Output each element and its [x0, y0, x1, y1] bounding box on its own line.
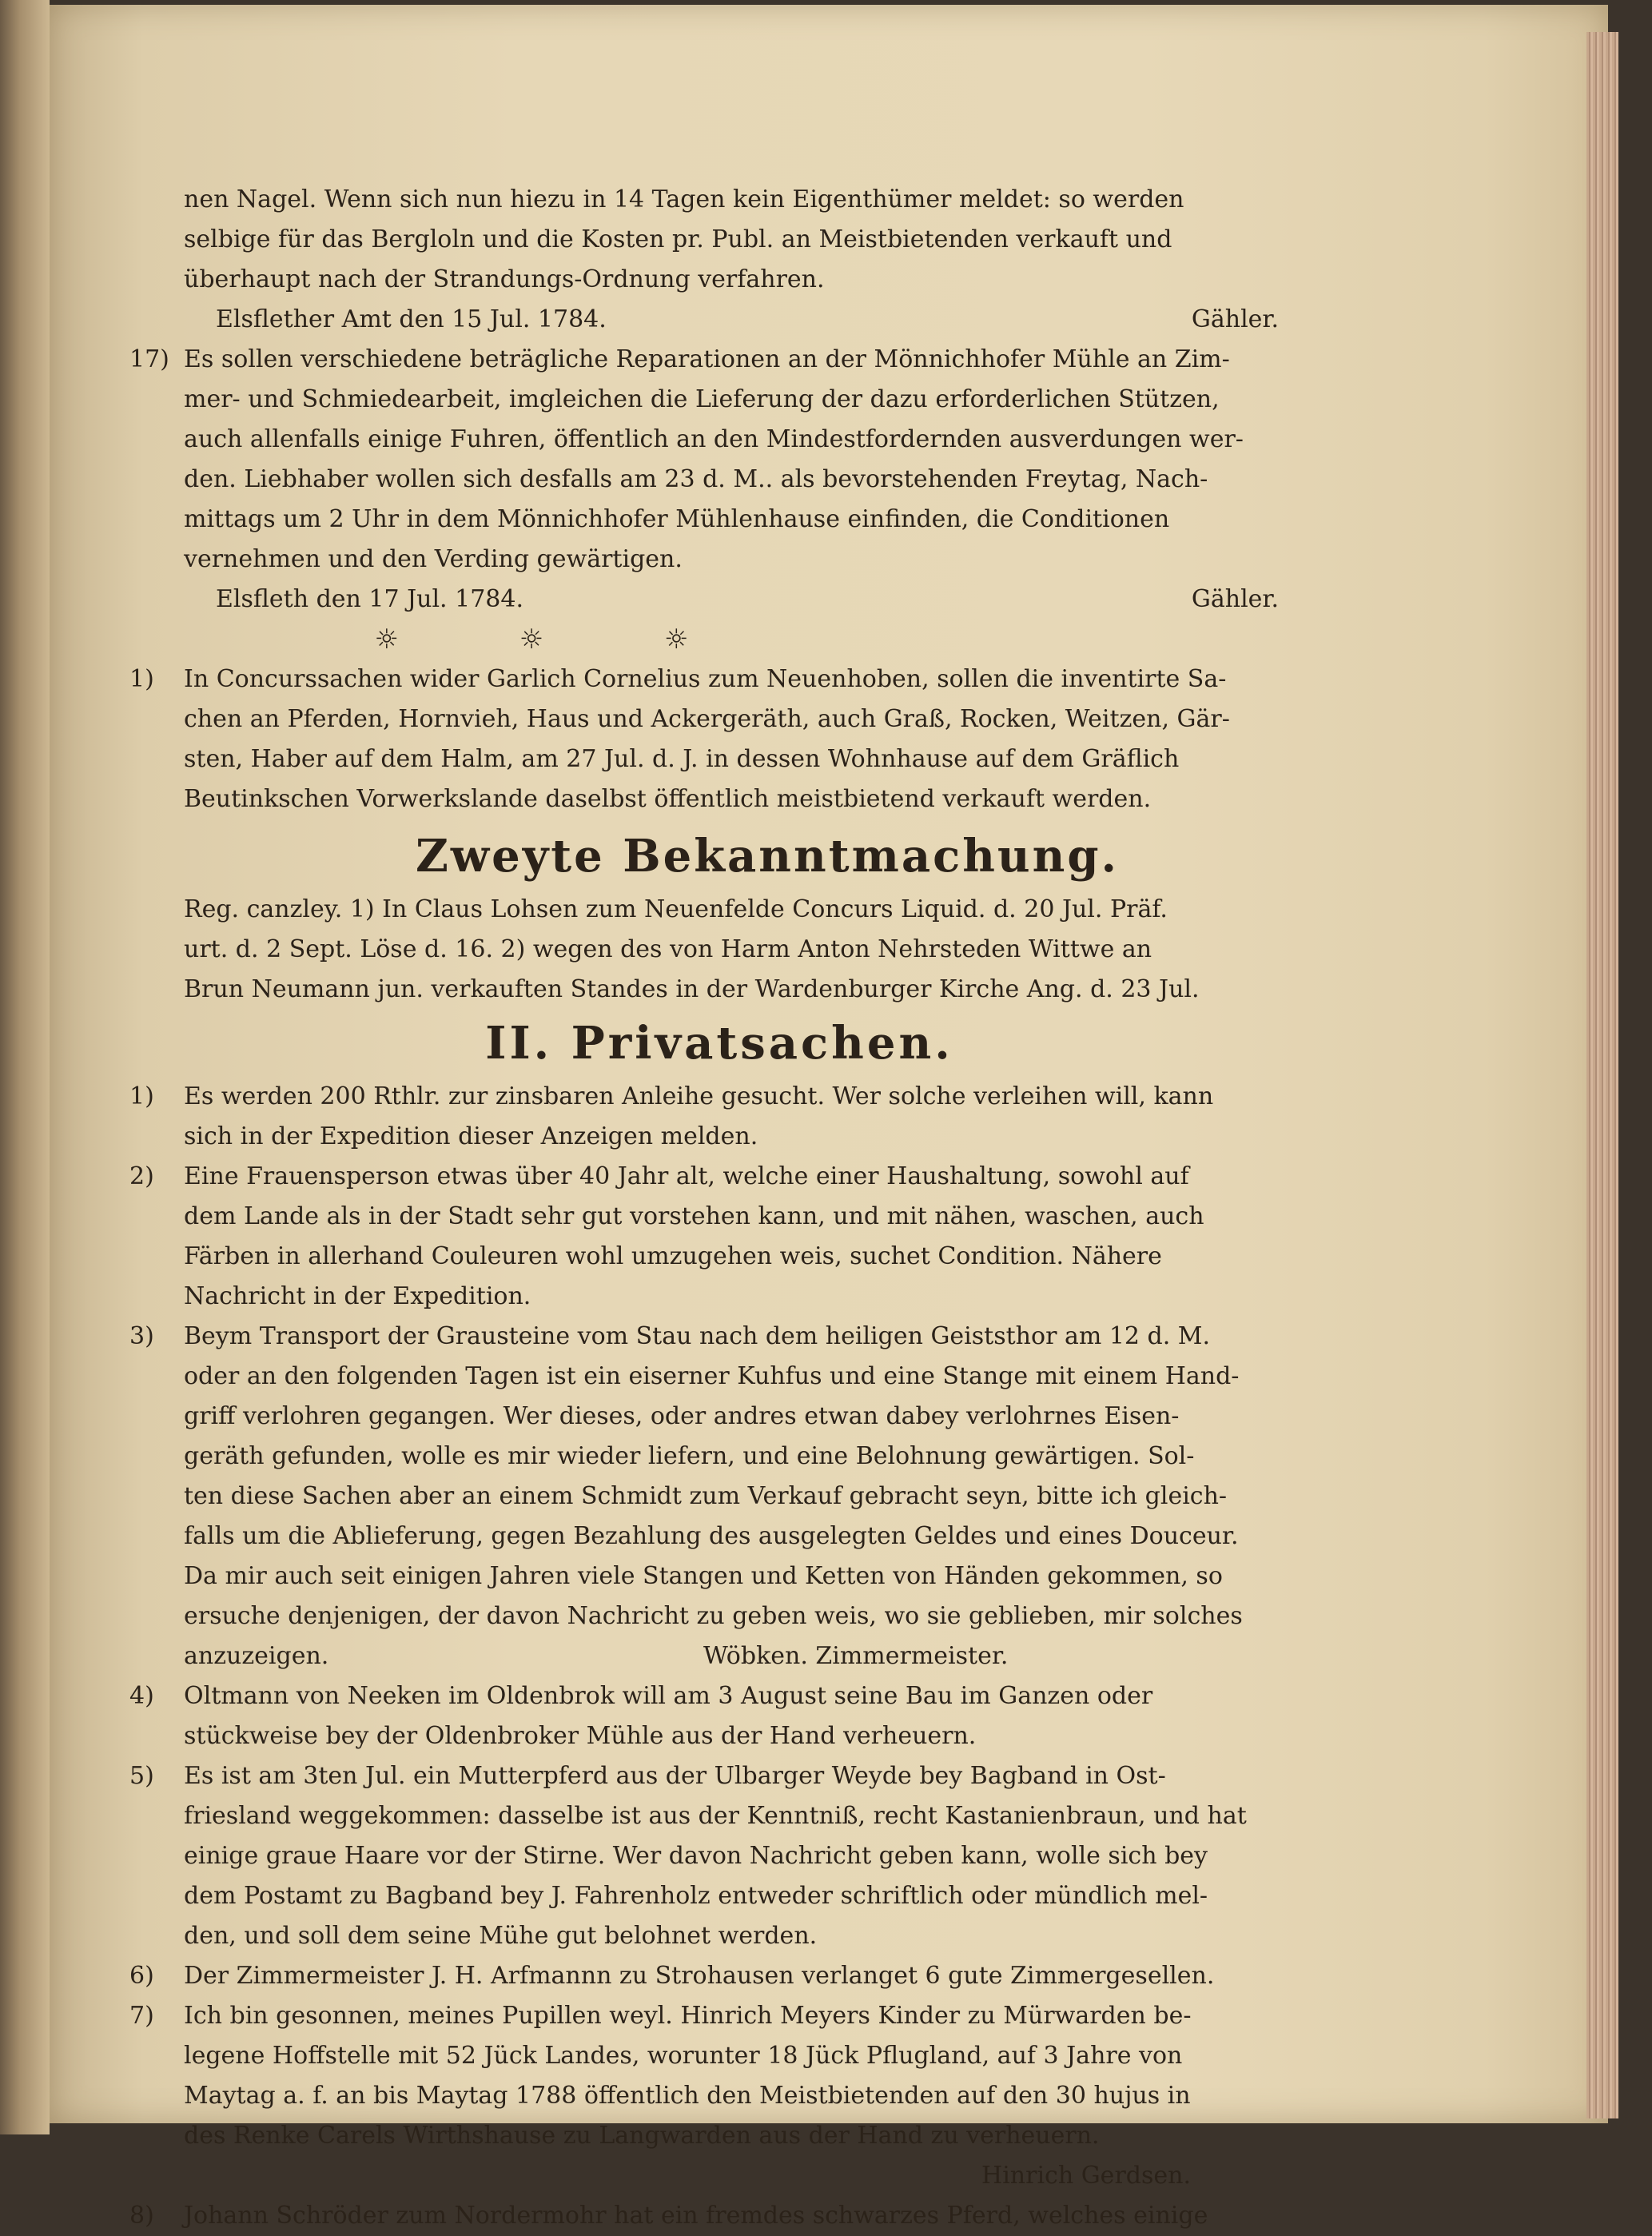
private-item-4: [129, 1676, 1351, 1716]
text-line: sten, Haber auf dem Halm, am 27 Jul. d. J. in dessen Wohnhause auf dem Gräflich: [184, 745, 1180, 773]
signature-name: Gähler.: [1191, 305, 1279, 333]
text-line: Johann Schröder zum Nordermohr hat ein fremdes schwarzes Pferd, welches einige: [184, 2202, 1208, 2230]
item-number: 6): [129, 1962, 154, 1990]
text-line: griff verlohren gegangen. Wer dieses, oder andres etwan dabey verlohrnes Eisen-: [184, 1402, 1180, 1430]
text-line: Es ist am 3ten Jul. ein Mutterpferd aus der Ulbarger Weyde bey Bagband in Ost-: [184, 1762, 1166, 1790]
private-item-6: [129, 1956, 1351, 1996]
item-number: 17): [129, 345, 169, 373]
text-line: auch allenfalls einige Fuhren, öffentlich an den Mindestfordernden ausverdungen wer-: [184, 425, 1244, 453]
section-heading-private-matters: II. Privatsachen.: [485, 1017, 953, 1070]
page-text: [129, 180, 1351, 2236]
signature-name: Hinrich Gerdsen.: [981, 2162, 1191, 2190]
book-spine-edge: [0, 0, 50, 2134]
text-line: stückweise bey der Oldenbroker Mühle aus der Hand verheuern.: [184, 1722, 977, 1750]
item-number: 8): [129, 2202, 154, 2230]
text-line: dem Postamt zu Bagband bey J. Fahrenholz entweder schriftlich oder mündlich mel-: [184, 1882, 1208, 1910]
signature-name: Gähler.: [1191, 585, 1279, 613]
signature-line: [184, 580, 1351, 620]
notice-17: [129, 340, 1351, 380]
item-number: 1): [129, 1082, 154, 1110]
text-line: Beutinkschen Vorwerkslande daselbst öffentlich meistbietend verkauft werden.: [184, 785, 1152, 813]
signature-line: [184, 1636, 1351, 1676]
private-item-5: [129, 1756, 1351, 1796]
text-line: des Renke Carels Wirthshause zu Langwarden aus der Hand zu verheuern.: [184, 2122, 1100, 2150]
text-line: mer- und Schmiedearbeit, imgleichen die Lieferung der dazu erforderlichen Stützen,: [184, 385, 1220, 413]
notice-1a: [129, 660, 1351, 699]
text-line: den. Liebhaber wollen sich desfalls am 23 d. M.. als bevorstehenden Freytag, Nach-: [184, 465, 1208, 493]
text-line: ersuche denjenigen, der davon Nachricht zu geben weis, wo sie geblieben, mir solches: [184, 1602, 1243, 1630]
text-line: Es sollen verschiedene beträgliche Reparationen an der Mönnichhofer Mühle an Zim-: [184, 345, 1230, 373]
private-item-8: [129, 2196, 1351, 2236]
text-line: Brun Neumann jun. verkauften Standes in der Wardenburger Kirche Ang. d. 23 Jul.: [184, 975, 1200, 1003]
text-line: Nachricht in der Expedition.: [184, 1282, 531, 1310]
private-item-7: [129, 1996, 1351, 2036]
private-item-2: [129, 1157, 1351, 1197]
text-line: Eine Frauensperson etwas über 40 Jahr alt, welche einer Haushaltung, sowohl auf: [184, 1162, 1189, 1190]
text-line: Beym Transport der Grausteine vom Stau nach dem heiligen Geiststhor am 12 d. M.: [184, 1322, 1211, 1350]
item-number: 5): [129, 1762, 154, 1790]
item-number: 3): [129, 1322, 154, 1350]
text-line: falls um die Ablieferung, gegen Bezahlung des ausgelegten Geldes und eines Douceur.: [184, 1522, 1239, 1550]
text-line: geräth gefunden, wolle es mir wieder liefern, und eine Belohnung gewärtigen. Sol-: [184, 1442, 1195, 1470]
text-line: urt. d. 2 Sept. Löse d. 16. 2) wegen des von Harm Anton Nehrsteden Wittwe an: [184, 935, 1152, 963]
signature-place-date: Elsflether Amt den 15 Jul. 1784.: [216, 305, 607, 333]
text-line: Der Zimmermeister J. H. Arfmannn zu Strohausen verlanget 6 gute Zimmergesellen.: [184, 1962, 1215, 1990]
private-item-1: [129, 1077, 1351, 1117]
text-line: sich in der Expedition dieser Anzeigen melden.: [184, 1122, 758, 1150]
text-line: dem Lande als in der Stadt sehr gut vorstehen kann, und mit nähen, waschen, auch: [184, 1202, 1204, 1230]
signature-line: [184, 300, 1351, 340]
signature-place-date: Elsfleth den 17 Jul. 1784.: [216, 585, 523, 613]
item-number: 7): [129, 2002, 154, 2030]
text-line: Ich bin gesonnen, meines Pupillen weyl. Hinrich Meyers Kinder zu Mürwarden be-: [184, 2002, 1192, 2030]
item-number: 1): [129, 665, 154, 693]
text-line: selbige für das Bergloln und die Kosten pr. Publ. an Meistbietenden verkauft und: [184, 225, 1172, 253]
item-number: 4): [129, 1682, 154, 1710]
sun-ornament-divider: ☼ ☼ ☼: [374, 624, 745, 656]
text-line: vernehmen und den Verding gewärtigen.: [184, 545, 683, 573]
private-item-3: [129, 1317, 1351, 1357]
text-line: nen Nagel. Wenn sich nun hiezu in 14 Tagen kein Eigenthümer meldet: so werden: [184, 185, 1184, 213]
text-line: einige graue Haare vor der Stirne. Wer davon Nachricht geben kann, wolle sich bey: [184, 1842, 1208, 1870]
text-line: überhaupt nach der Strandungs-Ordnung verfahren.: [184, 265, 825, 293]
page-fore-edge: [1586, 32, 1618, 2118]
text-line: friesland weggekommen: dasselbe ist aus der Kenntniß, recht Kastanienbraun, und hat: [184, 1802, 1247, 1830]
signature-name: Wöbken. Zimmermeister.: [703, 1642, 1009, 1670]
text-line: Da mir auch seit einigen Jahren viele Stangen und Ketten von Händen gekommen, so: [184, 1562, 1223, 1590]
text-line: Maytag a. f. an bis Maytag 1788 öffentlich den Meistbietenden auf den 30 hujus in: [184, 2082, 1191, 2110]
section-heading-second-notice: Zweyte Bekanntmachung.: [415, 830, 1120, 883]
text-line: mittags um 2 Uhr in dem Mönnichhofer Mühlenhause einfinden, die Conditionen: [184, 505, 1170, 533]
text-line: legene Hoffstelle mit 52 Jück Landes, worunter 18 Jück Pflugland, auf 3 Jahre von: [184, 2042, 1183, 2070]
text-line: oder an den folgenden Tagen ist ein eiserner Kuhfus und eine Stange mit einem Hand-: [184, 1362, 1240, 1390]
text-line: Oltmann von Neeken im Oldenbrok will am 3 August seine Bau im Ganzen oder: [184, 1682, 1153, 1710]
text-line: den, und soll dem seine Mühe gut belohnet werden.: [184, 1922, 818, 1950]
text-line: chen an Pferden, Hornvieh, Haus und Ackergeräth, auch Graß, Rocken, Weitzen, Gär-: [184, 705, 1230, 733]
text-line: ten diese Sachen aber an einem Schmidt zum Verkauf gebracht seyn, bitte ich gleich-: [184, 1482, 1228, 1510]
text-line: Färben in allerhand Couleuren wohl umzugehen weis, suchet Condition. Nähere: [184, 1242, 1162, 1270]
text-line: anzuzeigen.: [184, 1642, 329, 1670]
text-line: Reg. canzley. 1) In Claus Lohsen zum Neuenfelde Concurs Liquid. d. 20 Jul. Präf.: [184, 895, 1168, 923]
text-line: In Concurssachen wider Garlich Cornelius zum Neuenhoben, sollen die inventirte Sa-: [184, 665, 1227, 693]
item-number: 2): [129, 1162, 154, 1190]
text-line: Es werden 200 Rthlr. zur zinsbaren Anleihe gesucht. Wer solche verleihen will, kann: [184, 1082, 1214, 1110]
